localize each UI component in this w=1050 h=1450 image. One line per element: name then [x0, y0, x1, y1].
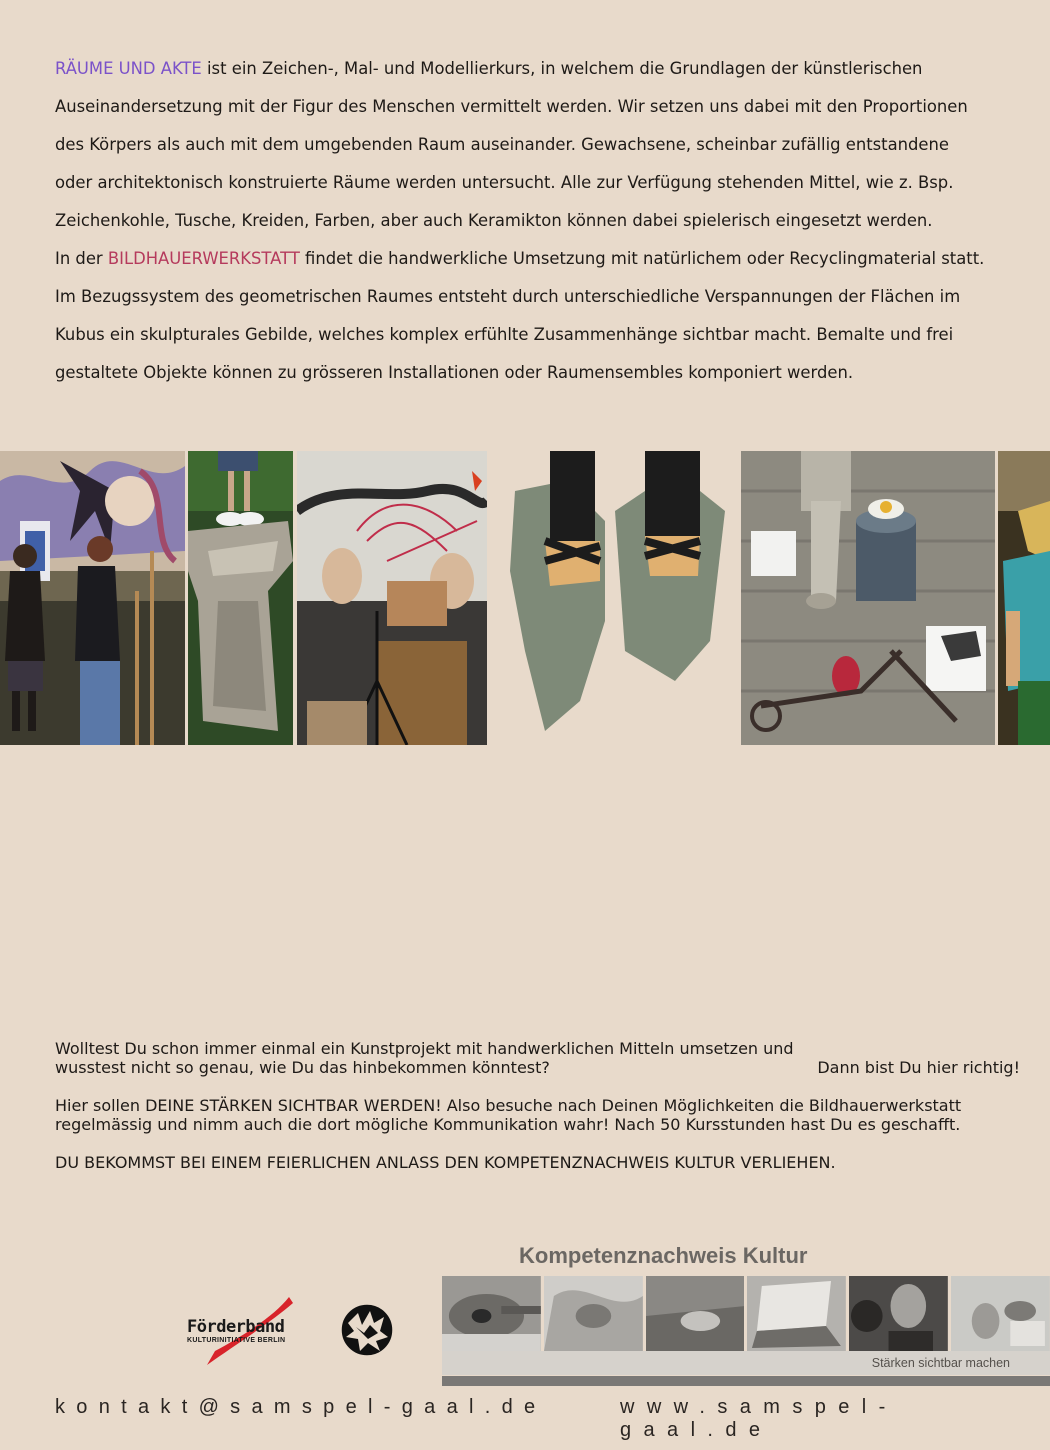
intro-line-4: oder architektonisch konstruierte Räume werden untersucht. Alle zur Verfügung stehenden Mittel, wie z. Bsp. — [55, 173, 954, 192]
intro-line-1-text: ist ein Zeichen-, Mal- und Modellierkurs, in welchem die Grundlagen der künstlerischen — [201, 59, 923, 78]
intro-line-1 — [55, 50, 1025, 88]
kompetenz-photo-person — [849, 1276, 948, 1351]
photo-doll-figure — [998, 451, 1050, 745]
kompetenz-subtitle: Stärken sichtbar machen — [871, 1356, 1010, 1370]
intro-line-7: Im Bezugssystem des geometrischen Raumes entsteht durch unterschiedliche Verspannungen der Flächen im — [55, 287, 961, 306]
kompetenz-photo-guitar — [442, 1276, 541, 1351]
photo-stone-block — [188, 451, 293, 745]
photo-feet-foam — [505, 451, 730, 745]
course-name-highlight: RÄUME UND AKTE — [55, 59, 202, 78]
foerderband-name: Förderband — [187, 1317, 285, 1337]
intro-line-6-pre: In der — [55, 249, 108, 268]
workshop-highlight: BILDHAUERWERKSTATT — [107, 249, 300, 268]
intro-line-3: des Körpers als auch mit dem umgebenden Raum auseinander. Gewachsene, scheinbar zufällig entstandene — [55, 135, 949, 154]
cta-line-2: wusstest nicht so genau, wie Du das hinbekommen könntest? — [55, 1058, 550, 1077]
cta-paragraph-3: DU BEKOMMST BEI EINEM FEIERLICHEN ANLASS DEN KOMPETENZNACHWEIS KULTUR VERLIEHEN. — [55, 1153, 836, 1172]
cta-right-text: Dann bist Du hier richtig! — [817, 1058, 1020, 1077]
cta-line-1: Wolltest Du schon immer einmal ein Kunstprojekt mit handwerklichen Mitteln umsetzen und — [55, 1039, 794, 1058]
kompetenz-divider-bar — [442, 1376, 1050, 1386]
intro-line-9: gestaltete Objekte können zu grösseren Installationen oder Raumensembles komponiert werden. — [55, 363, 854, 382]
contact-email[interactable]: kontakt@samspel-gaal.de — [55, 1396, 547, 1418]
intro-line-8: Kubus ein skulpturales Gebilde, welches komplex erfühlte Zusammenhänge sichtbar macht. Bemalte und frei — [55, 325, 954, 344]
kompetenz-photo-objects — [951, 1276, 1050, 1351]
intro-line-6 — [55, 240, 1025, 278]
kompetenz-title: Kompetenznachweis Kultur — [519, 1243, 808, 1268]
foerderband-subtitle: KULTURINITIATIVE BERLIN — [187, 1337, 286, 1344]
foerderband-logo — [185, 1295, 295, 1367]
samspel-gaal-logo-icon — [340, 1303, 394, 1357]
intro-line-5: Zeichenkohle, Tusche, Kreiden, Farben, aber auch Keramikton können dabei spielerisch eingesetzt werden. — [55, 211, 933, 230]
contact-website[interactable]: www.samspel-gaal.de — [620, 1396, 898, 1441]
kompetenz-photo-laptop — [747, 1276, 846, 1351]
photo-sculpture-heads — [297, 451, 487, 745]
kompetenz-photo-bar — [442, 1276, 1050, 1351]
intro-text — [55, 50, 1025, 392]
call-to-action — [55, 1039, 1020, 1191]
intro-line-6-post: findet die handwerkliche Umsetzung mit natürlichem oder Recyclingmaterial statt. — [299, 249, 985, 268]
kompetenz-photo-hands — [544, 1276, 643, 1351]
intro-line-2: Auseinandersetzung mit der Figur des Menschen vermittelt werden. Wir setzen uns dabei mit den Proportionen — [55, 97, 968, 116]
cta-line-3: Hier sollen DEINE STÄRKEN SICHTBAR WERDEN! Also besuche nach Deinen Möglichkeiten die Bildhauerwerkstatt — [55, 1096, 962, 1115]
photo-painting-students — [0, 451, 185, 745]
photo-workshop-tools — [741, 451, 995, 745]
cta-line-4: regelmässig und nimm auch die dort mögliche Kommunikation wahr! Nach 50 Kursstunden hast Du es geschafft. — [55, 1115, 961, 1134]
cta-paragraph-1 — [55, 1039, 1020, 1077]
cta-paragraph-2 — [55, 1096, 1020, 1134]
kompetenz-photo-dance — [646, 1276, 745, 1351]
